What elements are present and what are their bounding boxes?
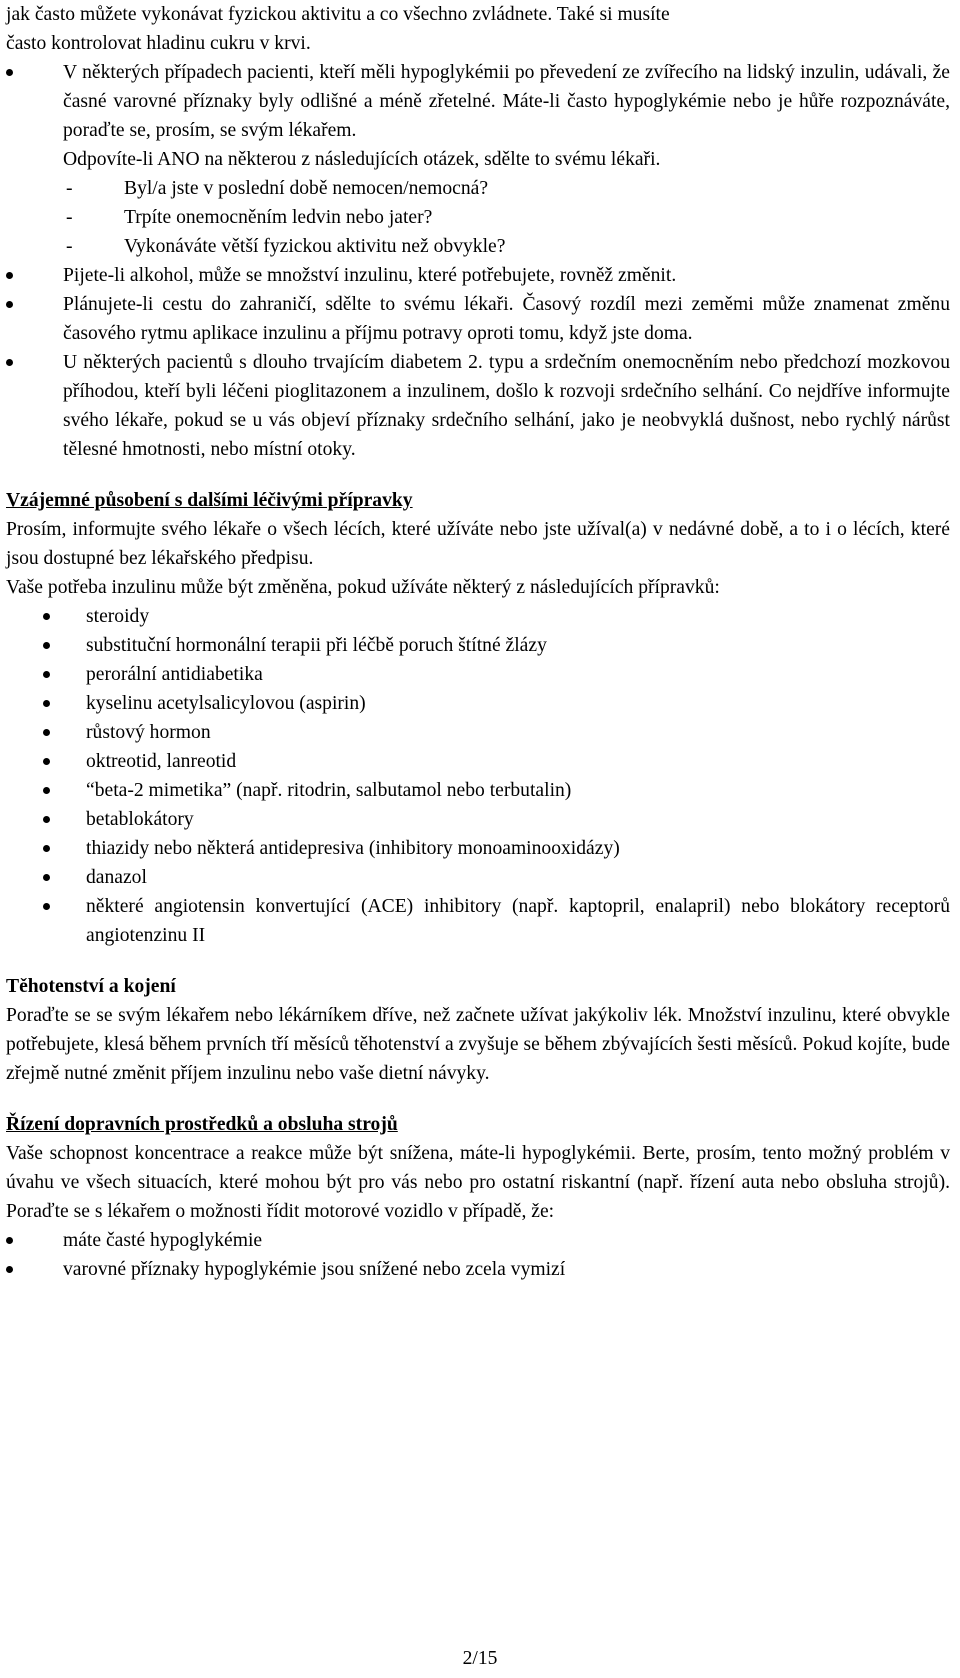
section-heading-pregnancy: Těhotenství a kojení bbox=[6, 976, 176, 997]
dash-text: Byl/a jste v poslední době nemocen/nemocná? bbox=[124, 178, 489, 199]
dash-symbol: - bbox=[66, 207, 73, 228]
list-item-text: danazol bbox=[86, 867, 147, 888]
dash-symbol: - bbox=[66, 236, 73, 257]
bullet-icon bbox=[6, 359, 13, 366]
list-item-text: růstový hormon bbox=[86, 722, 211, 743]
bullet-icon bbox=[43, 758, 50, 765]
bullet-text: Plánujete-li cestu do zahraničí, sdělte to svému lékaři. Časový rozdíl mezi zeměmi může znamenat změnu časového rytmu aplikace inzulinu a příjmu potravy oproti tomu, když jste doma. bbox=[63, 294, 950, 344]
bullet-item bbox=[6, 348, 950, 464]
interactions-paragraph-1: Prosím, informujte svého lékaře o všech lécích, které užíváte nebo jste užíval(a) v nedávné době, a to i o lécích, které jsou dostupné bez lékařského předpisu. bbox=[6, 519, 950, 569]
pregnancy-paragraph: Poraďte se se svým lékařem nebo lékárníkem dříve, než začnete užívat jakýkoliv lék. Množství inzulinu, které obvykle potřebujete, klesá během prvních tří měsíců těhotenství a zvyšuje se během zbývajících šesti měsíců. Pokud kojíte, bude zřejmě nutné změnit příjem inzulinu nebo vaše dietní návyky. bbox=[6, 1005, 950, 1084]
list-item bbox=[6, 631, 950, 660]
dash-item bbox=[6, 203, 950, 232]
bullet-icon bbox=[6, 272, 13, 279]
list-item-text: substituční hormonální terapii při léčbě poruch štítné žlázy bbox=[86, 635, 547, 656]
dash-text: Trpíte onemocněním ledvin nebo jater? bbox=[124, 207, 433, 228]
section-heading-interactions: Vzájemné působení s dalšími léčivými přípravky bbox=[6, 490, 413, 511]
document-page bbox=[6, 0, 950, 1284]
dash-item bbox=[6, 174, 950, 203]
dash-symbol: - bbox=[66, 178, 73, 199]
bullet-item bbox=[6, 290, 950, 348]
bullet-icon bbox=[43, 642, 50, 649]
section-heading-driving: Řízení dopravních prostředků a obsluha strojů bbox=[6, 1114, 398, 1135]
list-item bbox=[6, 718, 950, 747]
bullet-icon bbox=[43, 845, 50, 852]
bullet-icon bbox=[43, 671, 50, 678]
list-item bbox=[6, 747, 950, 776]
list-item-text: “beta-2 mimetika” (např. ritodrin, salbutamol nebo terbutalin) bbox=[86, 780, 572, 801]
intro-line-2: často kontrolovat hladinu cukru v krvi. bbox=[6, 33, 311, 54]
list-item bbox=[6, 660, 950, 689]
dash-item bbox=[6, 232, 950, 261]
interactions-paragraph-2: Vaše potřeba inzulinu může být změněna, pokud užíváte některý z následujících přípravků: bbox=[6, 577, 720, 598]
bullet-icon bbox=[6, 69, 13, 76]
list-item-text: steroidy bbox=[86, 606, 150, 627]
bullet-text: U některých pacientů s dlouho trvajícím diabetem 2. typu a srdečním onemocněním nebo předchozí mozkovou příhodou, kteří byli léčeni pioglitazonem a inzulinem, došlo k rozvoji srdečního selhání. Co nejdříve informujte svého lékaře, pokud se u vás objeví příznaky srdečního selhání, jako je neobvyklá dušnost, nebo rychlý nárůst tělesné hmotnosti, nebo místní otoky. bbox=[63, 352, 950, 460]
bullet-icon bbox=[43, 903, 50, 910]
bullet-icon bbox=[43, 874, 50, 881]
bullet-continuation: Odpovíte-li ANO na některou z následujících otázek, sdělte to svému lékaři. bbox=[63, 149, 661, 170]
bullet-icon bbox=[43, 700, 50, 707]
bullet-icon bbox=[6, 301, 13, 308]
list-item-text: varovné příznaky hypoglykémie jsou snížené nebo zcela vymizí bbox=[63, 1259, 566, 1280]
list-item bbox=[6, 892, 950, 950]
list-item bbox=[6, 776, 950, 805]
list-item-text: thiazidy nebo některá antidepresiva (inhibitory monoaminooxidázy) bbox=[86, 838, 620, 859]
dash-text: Vykonáváte větší fyzickou aktivitu než obvykle? bbox=[124, 236, 506, 257]
driving-paragraph: Vaše schopnost koncentrace a reakce může být snížena, máte-li hypoglykémii. Berte, prosím, tento možný problém v úvahu ve všech situacích, které mohou být pro vás nebo pro ostatní riskantní (např. řízení auta nebo obsluha strojů). Poraďte se s lékařem o možnosti řídit motorové vozidlo v případě, že: bbox=[6, 1143, 950, 1222]
list-item-text: betablokátory bbox=[86, 809, 194, 830]
bullet-icon bbox=[43, 816, 50, 823]
bullet-icon bbox=[43, 787, 50, 794]
list-item-text: kyselinu acetylsalicylovou (aspirin) bbox=[86, 693, 366, 714]
bullet-icon bbox=[6, 1266, 13, 1273]
bullet-item bbox=[6, 261, 950, 290]
bullet-item bbox=[6, 58, 950, 145]
bullet-text: Pijete-li alkohol, může se množství inzulinu, které potřebujete, rovněž změnit. bbox=[63, 265, 677, 286]
list-item bbox=[6, 805, 950, 834]
list-item-text: některé angiotensin konvertující (ACE) inhibitory (např. kaptopril, enalapril) nebo blokátory receptorů angiotenzinu II bbox=[86, 896, 950, 946]
bullet-icon bbox=[6, 1237, 13, 1244]
intro-line-1: jak často můžete vykonávat fyzickou aktivitu a co všechno zvládnete. Také si musíte bbox=[6, 4, 670, 25]
list-item bbox=[6, 1255, 950, 1284]
list-item bbox=[6, 863, 950, 892]
page-number: 2/15 bbox=[462, 1648, 498, 1669]
list-item bbox=[6, 1226, 950, 1255]
bullet-text: V některých případech pacienti, kteří měli hypoglykémii po převedení ze zvířecího na lidský inzulin, udávali, že časné varovné příznaky byly odlišné a méně zřetelné. Máte-li často hypoglykémie nebo je hůře rozpoznáváte, poraďte se, prosím, se svým lékařem. bbox=[63, 62, 950, 141]
list-item-text: oktreotid, lanreotid bbox=[86, 751, 237, 772]
list-item bbox=[6, 602, 950, 631]
list-item-text: perorální antidiabetika bbox=[86, 664, 263, 685]
bullet-icon bbox=[43, 613, 50, 620]
list-item bbox=[6, 689, 950, 718]
list-item-text: máte časté hypoglykémie bbox=[63, 1230, 263, 1251]
bullet-icon bbox=[43, 729, 50, 736]
list-item bbox=[6, 834, 950, 863]
